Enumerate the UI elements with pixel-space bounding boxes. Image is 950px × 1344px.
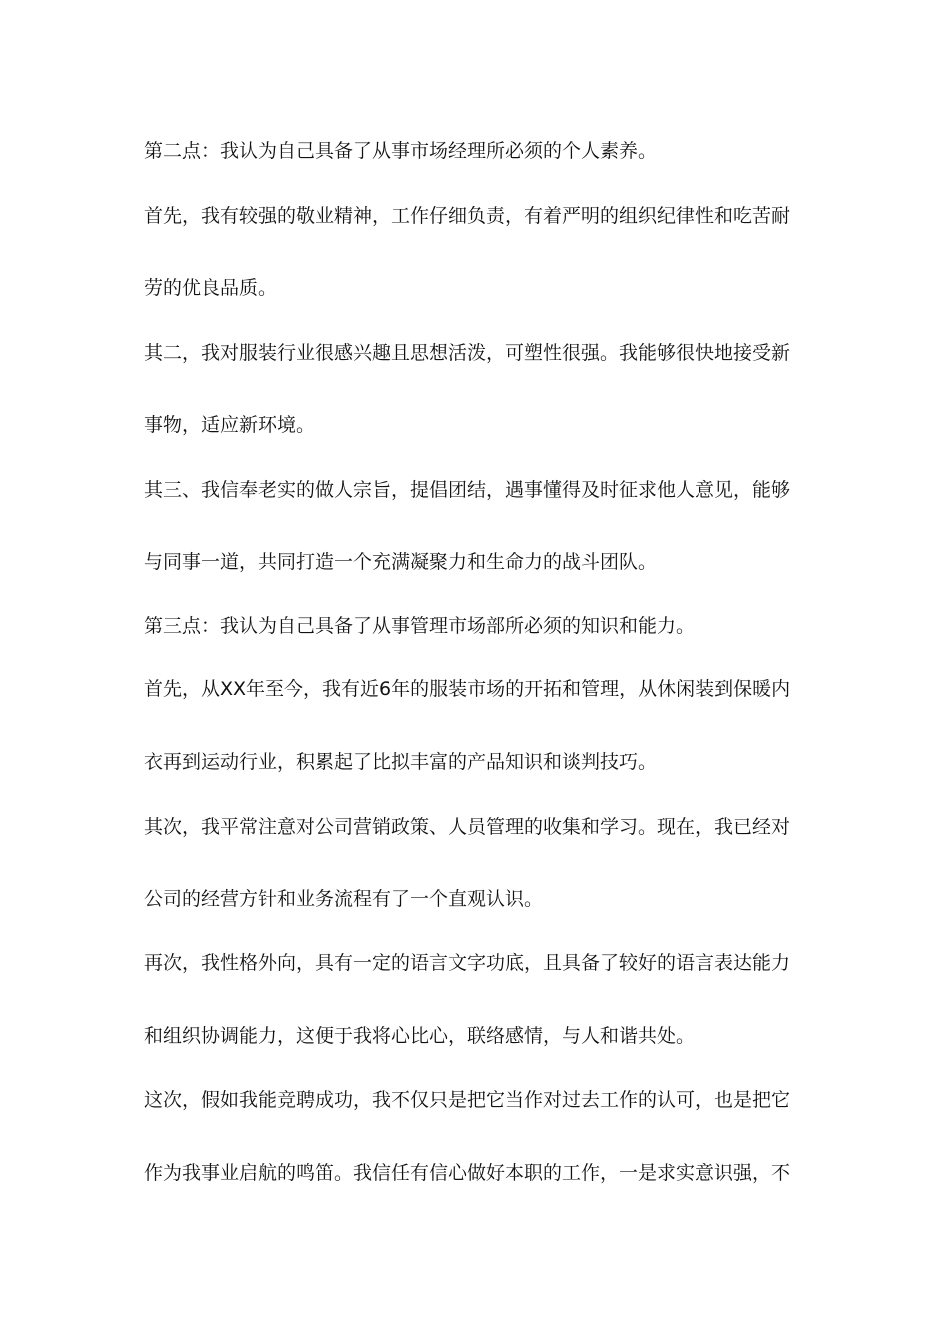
paragraph-line: 其次，我平常注意对公司营销政策、人员管理的收集和学习。现在，我已经对: [144, 816, 791, 838]
paragraph-line: 作为我事业启航的鸣笛。我信任有信心做好本职的工作，一是求实意识强，不: [144, 1162, 791, 1184]
paragraph-line: 事物，适应新环境。: [144, 414, 316, 436]
paragraph-line: 再次，我性格外向，具有一定的语言文字功底，且具备了较好的语言表达能力: [144, 952, 791, 974]
paragraph-line: 其二，我对服装行业很感兴趣且思想活泼，可塑性很强。我能够很快地接受新: [144, 342, 791, 364]
paragraph-line: 劳的优良品质。: [144, 277, 278, 299]
paragraph-line: 首先，从XX年至今，我有近6年的服装市场的开拓和管理，从休闲装到保暖内: [144, 678, 791, 700]
paragraph-line: 第二点：我认为自己具备了从事市场经理所必须的个人素养。: [144, 140, 658, 162]
paragraph-line: 和组织协调能力，这便于我将心比心，联络感情，与人和谐共处。: [144, 1025, 696, 1047]
paragraph-line: 首先，我有较强的敬业精神，工作仔细负责，有着严明的组织纪律性和吃苦耐: [144, 205, 791, 227]
paragraph-line: 这次，假如我能竞聘成功，我不仅只是把它当作对过去工作的认可，也是把它: [144, 1089, 791, 1111]
paragraph-line: 衣再到运动行业，积累起了比拟丰富的产品知识和谈判技巧。: [144, 751, 658, 773]
paragraph-line: 公司的经营方针和业务流程有了一个直观认识。: [144, 888, 544, 910]
paragraph-line: 与同事一道，共同打造一个充满凝聚力和生命力的战斗团队。: [144, 551, 658, 573]
paragraph-line: 第三点：我认为自己具备了从事管理市场部所必须的知识和能力。: [144, 615, 696, 637]
paragraph-line: 其三、我信奉老实的做人宗旨，提倡团结，遇事懂得及时征求他人意见，能够: [144, 479, 791, 501]
